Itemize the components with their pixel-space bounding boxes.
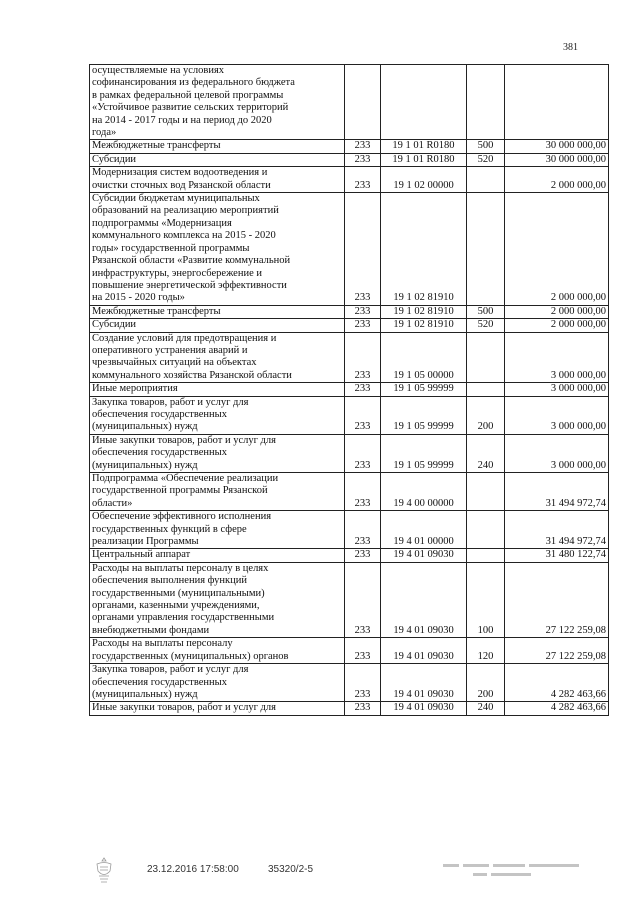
- coat-of-arms-icon: [92, 856, 116, 884]
- row-name-cell: Закупка товаров, работ и услуг для обеспечения государственных (муниципальных) нужд: [90, 396, 345, 434]
- row-csr-cell: 19 1 05 99999: [381, 383, 467, 396]
- row-sum-cell: 27 122 259,08: [505, 562, 609, 637]
- row-sum-cell: 31 480 122,74: [505, 549, 609, 562]
- row-grbs-cell: 233: [345, 434, 381, 472]
- row-vr-cell: 120: [467, 638, 505, 664]
- row-sum-cell: 31 494 972,74: [505, 473, 609, 511]
- table-row: [90, 702, 609, 715]
- row-grbs-cell: 233: [345, 549, 381, 562]
- row-name-cell: Субсидии: [90, 319, 345, 332]
- row-vr-cell: [467, 549, 505, 562]
- table-row: [90, 332, 609, 383]
- row-grbs-cell: [345, 65, 381, 140]
- row-csr-cell: 19 1 02 81910: [381, 193, 467, 306]
- row-vr-cell: 200: [467, 664, 505, 702]
- row-csr-cell: 19 1 02 81910: [381, 305, 467, 318]
- row-sum-cell: 3 000 000,00: [505, 396, 609, 434]
- row-vr-cell: [467, 167, 505, 193]
- row-csr-cell: 19 1 05 99999: [381, 396, 467, 434]
- row-vr-cell: 500: [467, 305, 505, 318]
- row-sum-cell: 31 494 972,74: [505, 511, 609, 549]
- row-name-cell: осуществляемые на условиях софинансирования из федерального бюджета в рамках федеральной целевой программы «Устойчивое развитие сельских территорий на 2014 - 2017 годы и на период до 2020 года»: [90, 65, 345, 140]
- row-sum-cell: 3 000 000,00: [505, 434, 609, 472]
- row-name-cell: Создание условий для предотвращения и оперативного устранения аварий и чрезвычайных ситуаций на объектах коммунального хозяйства Рязанской области: [90, 332, 345, 383]
- row-csr-cell: 19 4 01 00000: [381, 511, 467, 549]
- row-sum-cell: 4 282 463,66: [505, 702, 609, 715]
- row-grbs-cell: 233: [345, 473, 381, 511]
- row-csr-cell: 19 1 05 00000: [381, 332, 467, 383]
- table-row: [90, 664, 609, 702]
- table-row: [90, 549, 609, 562]
- row-grbs-cell: 233: [345, 140, 381, 153]
- row-sum-cell: [505, 65, 609, 140]
- table-row: [90, 511, 609, 549]
- row-vr-cell: 200: [467, 396, 505, 434]
- row-grbs-cell: 233: [345, 702, 381, 715]
- row-vr-cell: 240: [467, 434, 505, 472]
- page-footer: [0, 862, 640, 892]
- budget-table-body: [90, 65, 609, 716]
- table-row: [90, 65, 609, 140]
- row-grbs-cell: 233: [345, 153, 381, 166]
- row-grbs-cell: 233: [345, 638, 381, 664]
- faded-stamp-icon: [443, 862, 583, 882]
- row-name-cell: Иные закупки товаров, работ и услуг для обеспечения государственных (муниципальных) нужд: [90, 434, 345, 472]
- table-row: [90, 167, 609, 193]
- row-name-cell: Субсидии: [90, 153, 345, 166]
- row-name-cell: Центральный аппарат: [90, 549, 345, 562]
- row-name-cell: Расходы на выплаты персоналу в целях обеспечения выполнения функций государственными (муниципальными) органами, казенными учреждениями, органами управления государственными внебюджетными фондами: [90, 562, 345, 637]
- budget-table: [89, 64, 609, 716]
- table-row: [90, 473, 609, 511]
- row-name-cell: Иные мероприятия: [90, 383, 345, 396]
- row-name-cell: Субсидии бюджетам муниципальных образований на реализацию мероприятий подпрограммы «Модернизация коммунального комплекса на 2015 - 2020 годы» государственной программы Рязанской области «Развитие коммунальной инфраструктуры, энергосбережение и повышение энергетической эффективности на 2015 - 2020 годы»: [90, 193, 345, 306]
- row-sum-cell: 2 000 000,00: [505, 193, 609, 306]
- table-row: [90, 319, 609, 332]
- page-number: 381: [563, 42, 578, 53]
- row-grbs-cell: 233: [345, 332, 381, 383]
- row-sum-cell: 2 000 000,00: [505, 305, 609, 318]
- row-csr-cell: 19 1 02 00000: [381, 167, 467, 193]
- row-sum-cell: 30 000 000,00: [505, 153, 609, 166]
- table-row: [90, 383, 609, 396]
- row-csr-cell: 19 4 01 09030: [381, 638, 467, 664]
- table-row: [90, 434, 609, 472]
- row-vr-cell: 520: [467, 319, 505, 332]
- row-vr-cell: [467, 332, 505, 383]
- table-row: [90, 153, 609, 166]
- row-csr-cell: 19 1 01 R0180: [381, 153, 467, 166]
- footer-document-number: 35320/2-5: [268, 864, 314, 875]
- row-csr-cell: 19 4 01 09030: [381, 664, 467, 702]
- row-grbs-cell: 233: [345, 319, 381, 332]
- row-sum-cell: 27 122 259,08: [505, 638, 609, 664]
- row-csr-cell: 19 4 00 00000: [381, 473, 467, 511]
- row-grbs-cell: 233: [345, 562, 381, 637]
- row-csr-cell: 19 1 01 R0180: [381, 140, 467, 153]
- row-vr-cell: 100: [467, 562, 505, 637]
- row-grbs-cell: 233: [345, 383, 381, 396]
- row-name-cell: Закупка товаров, работ и услуг для обеспечения государственных (муниципальных) нужд: [90, 664, 345, 702]
- row-name-cell: Подпрограмма «Обеспечение реализации государственной программы Рязанской области»: [90, 473, 345, 511]
- row-grbs-cell: 233: [345, 511, 381, 549]
- row-csr-cell: 19 4 01 09030: [381, 702, 467, 715]
- table-row: [90, 193, 609, 306]
- row-vr-cell: [467, 511, 505, 549]
- row-name-cell: Расходы на выплаты персоналу государственных (муниципальных) органов: [90, 638, 345, 664]
- row-name-cell: Обеспечение эффективного исполнения государственных функций в сфере реализации Программы: [90, 511, 345, 549]
- row-csr-cell: [381, 65, 467, 140]
- row-grbs-cell: 233: [345, 167, 381, 193]
- row-sum-cell: 3 000 000,00: [505, 332, 609, 383]
- row-csr-cell: 19 4 01 09030: [381, 562, 467, 637]
- row-sum-cell: 4 282 463,66: [505, 664, 609, 702]
- table-row: [90, 396, 609, 434]
- row-name-cell: Межбюджетные трансферты: [90, 305, 345, 318]
- row-csr-cell: 19 1 02 81910: [381, 319, 467, 332]
- row-name-cell: Межбюджетные трансферты: [90, 140, 345, 153]
- row-csr-cell: 19 4 01 09030: [381, 549, 467, 562]
- row-sum-cell: 2 000 000,00: [505, 319, 609, 332]
- row-vr-cell: 520: [467, 153, 505, 166]
- table-row: [90, 638, 609, 664]
- row-sum-cell: 2 000 000,00: [505, 167, 609, 193]
- row-name-cell: Иные закупки товаров, работ и услуг для: [90, 702, 345, 715]
- row-vr-cell: [467, 383, 505, 396]
- row-grbs-cell: 233: [345, 193, 381, 306]
- table-row: [90, 562, 609, 637]
- row-csr-cell: 19 1 05 99999: [381, 434, 467, 472]
- row-sum-cell: 3 000 000,00: [505, 383, 609, 396]
- row-vr-cell: 500: [467, 140, 505, 153]
- row-grbs-cell: 233: [345, 396, 381, 434]
- row-vr-cell: 240: [467, 702, 505, 715]
- row-name-cell: Модернизация систем водоотведения и очистки сточных вод Рязанской области: [90, 167, 345, 193]
- table-row: [90, 305, 609, 318]
- row-vr-cell: [467, 65, 505, 140]
- row-grbs-cell: 233: [345, 664, 381, 702]
- row-sum-cell: 30 000 000,00: [505, 140, 609, 153]
- row-vr-cell: [467, 473, 505, 511]
- table-row: [90, 140, 609, 153]
- row-vr-cell: [467, 193, 505, 306]
- row-grbs-cell: 233: [345, 305, 381, 318]
- footer-timestamp: 23.12.2016 17:58:00: [147, 864, 239, 875]
